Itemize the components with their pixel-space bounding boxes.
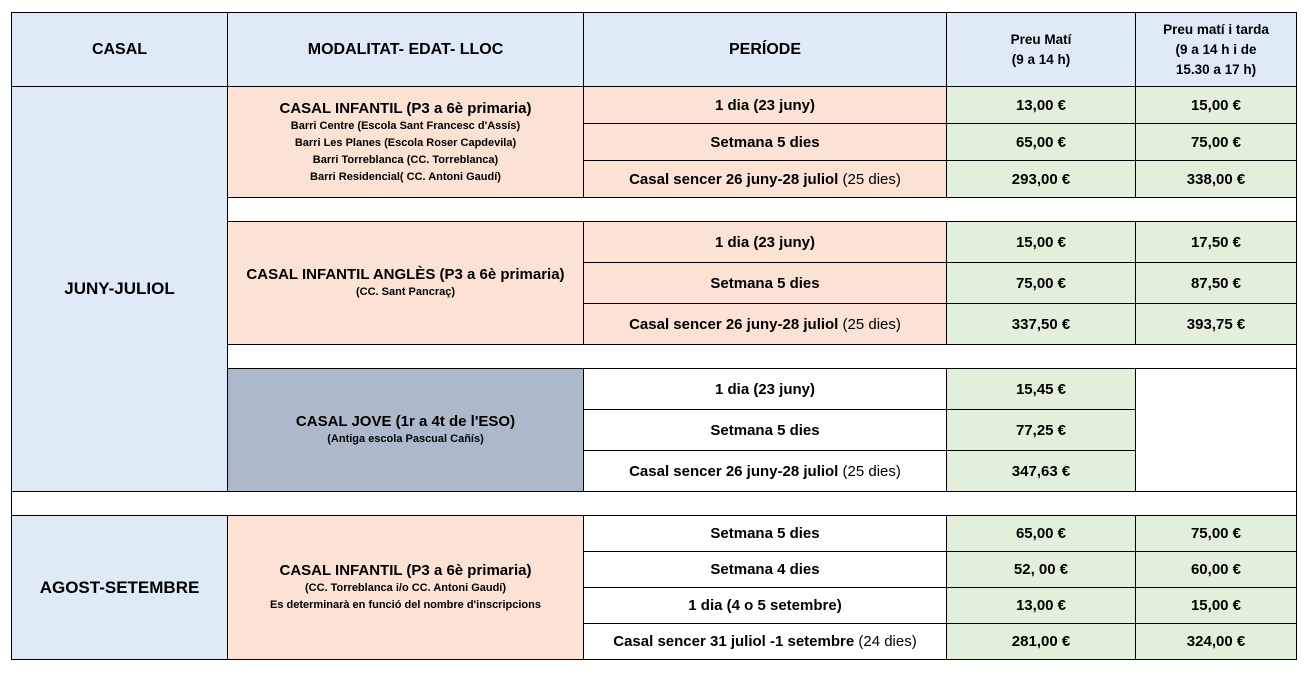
modalitat-location: Barri Centre (Escola Sant Francesc d'Assís) <box>290 119 521 132</box>
header-preu-mati-line2: (9 a 14 h) <box>1011 51 1071 67</box>
modalitat-location: (CC. Torreblanca i/o CC. Antoni Gaudí) <box>304 582 507 594</box>
periode-cell <box>584 304 947 345</box>
periode-cell: 1 dia (23 juny) <box>584 222 947 263</box>
modalitat-note: Es determinarà en funció del nombre d'inscripcions <box>270 599 541 611</box>
preu-mati-cell: 52, 00 € <box>947 552 1136 588</box>
modalitat-casal-jove <box>228 369 584 492</box>
periode-cell: 1 dia (4 o 5 setembre) <box>584 588 947 624</box>
header-preu-tarda-line1: Preu matí i tarda <box>1163 21 1269 37</box>
header-preu-tarda-line2: (9 a 14 h i de <box>1175 41 1257 57</box>
periode-cell: Setmana 5 dies <box>584 410 947 451</box>
header-modalitat: MODALITAT- EDAT- LLOC <box>228 13 584 87</box>
periode-days: (25 dies) <box>838 170 901 188</box>
preu-mati-cell: 13,00 € <box>947 87 1136 124</box>
modalitat-casal-infantil <box>228 87 584 198</box>
modalitat-location: Barri Residencial( CC. Antoni Gaudí) <box>310 170 501 183</box>
preu-tarda-cell: 87,50 € <box>1136 263 1297 304</box>
periode-cell: 1 dia (23 juny) <box>584 369 947 410</box>
periode-cell: Setmana 5 dies <box>584 124 947 161</box>
periode-cell: 1 dia (23 juny) <box>584 87 947 124</box>
periode-cell: Setmana 5 dies <box>584 263 947 304</box>
periode-cell <box>584 161 947 198</box>
preu-mati-cell: 337,50 € <box>947 304 1136 345</box>
table-row <box>12 87 1297 124</box>
preu-tarda-cell: 75,00 € <box>1136 124 1297 161</box>
season-juny-juliol: JUNY-JULIOL <box>12 87 228 492</box>
periode-text: Casal sencer 26 juny-28 juliol <box>629 315 839 333</box>
preu-mati-cell: 75,00 € <box>947 263 1136 304</box>
modalitat-location: (Antiga escola Pascual Cañís) <box>327 433 484 445</box>
preu-mati-cell: 65,00 € <box>947 516 1136 552</box>
modalitat-location: (CC. Sant Pancraç) <box>355 286 456 298</box>
header-preu-mati <box>947 13 1136 87</box>
preu-tarda-cell: 15,00 € <box>1136 87 1297 124</box>
preu-tarda-cell: 17,50 € <box>1136 222 1297 263</box>
periode-days: (24 dies) <box>854 633 917 650</box>
preu-mati-cell: 15,00 € <box>947 222 1136 263</box>
periode-cell: Setmana 5 dies <box>584 516 947 552</box>
preu-mati-cell: 77,25 € <box>947 410 1136 451</box>
periode-cell: Setmana 4 dies <box>584 552 947 588</box>
table-row <box>12 516 1297 552</box>
periode-text: Casal sencer 31 juliol -1 setembre <box>613 633 855 650</box>
preu-mati-cell: 347,63 € <box>947 451 1136 492</box>
header-periode: PERÍODE <box>584 13 947 87</box>
preu-tarda-cell: 75,00 € <box>1136 516 1297 552</box>
spacer-cell <box>12 492 1297 516</box>
periode-cell <box>584 451 947 492</box>
modalitat-location: Barri Les Planes (Escola Roser Capdevila) <box>294 136 517 149</box>
preu-tarda-cell: 338,00 € <box>1136 161 1297 198</box>
preu-mati-cell: 15,45 € <box>947 369 1136 410</box>
header-preu-tarda <box>1136 13 1297 87</box>
preu-mati-cell: 293,00 € <box>947 161 1136 198</box>
header-preu-mati-line1: Preu Matí <box>1010 31 1072 47</box>
preu-tarda-cell: 393,75 € <box>1136 304 1297 345</box>
modalitat-title: CASAL INFANTIL (P3 a 6è primaria) <box>279 99 532 117</box>
periode-text: Casal sencer 26 juny-28 juliol <box>629 170 839 188</box>
preu-mati-cell: 65,00 € <box>947 124 1136 161</box>
preu-tarda-cell: 15,00 € <box>1136 588 1297 624</box>
preu-tarda-cell: 324,00 € <box>1136 624 1297 660</box>
header-preu-tarda-line3: 15.30 a 17 h) <box>1175 61 1257 77</box>
preu-mati-cell: 13,00 € <box>947 588 1136 624</box>
periode-cell <box>584 624 947 660</box>
header-casal: CASAL <box>12 13 228 87</box>
modalitat-casal-angles <box>228 222 584 345</box>
modalitat-casal-infantil-agost <box>228 516 584 660</box>
preu-mati-cell: 281,00 € <box>947 624 1136 660</box>
spacer-row <box>12 492 1297 516</box>
periode-days: (25 dies) <box>838 462 901 480</box>
spacer-cell <box>228 198 1297 222</box>
periode-text: Casal sencer 26 juny-28 juliol <box>629 462 839 480</box>
preu-tarda-empty <box>1136 369 1297 492</box>
price-table <box>11 12 1297 660</box>
periode-days: (25 dies) <box>838 315 901 333</box>
preu-tarda-cell: 60,00 € <box>1136 552 1297 588</box>
season-agost-setembre: AGOST-SETEMBRE <box>12 516 228 660</box>
spacer-cell <box>228 345 1297 369</box>
modalitat-title: CASAL JOVE (1r a 4t de l'ESO) <box>295 413 516 430</box>
modalitat-title: CASAL INFANTIL ANGLÈS (P3 a 6è primaria) <box>246 266 565 283</box>
modalitat-title: CASAL INFANTIL (P3 a 6è primaria) <box>279 562 532 579</box>
header-row <box>12 13 1297 87</box>
modalitat-location: Barri Torreblanca (CC. Torreblanca) <box>312 153 499 166</box>
